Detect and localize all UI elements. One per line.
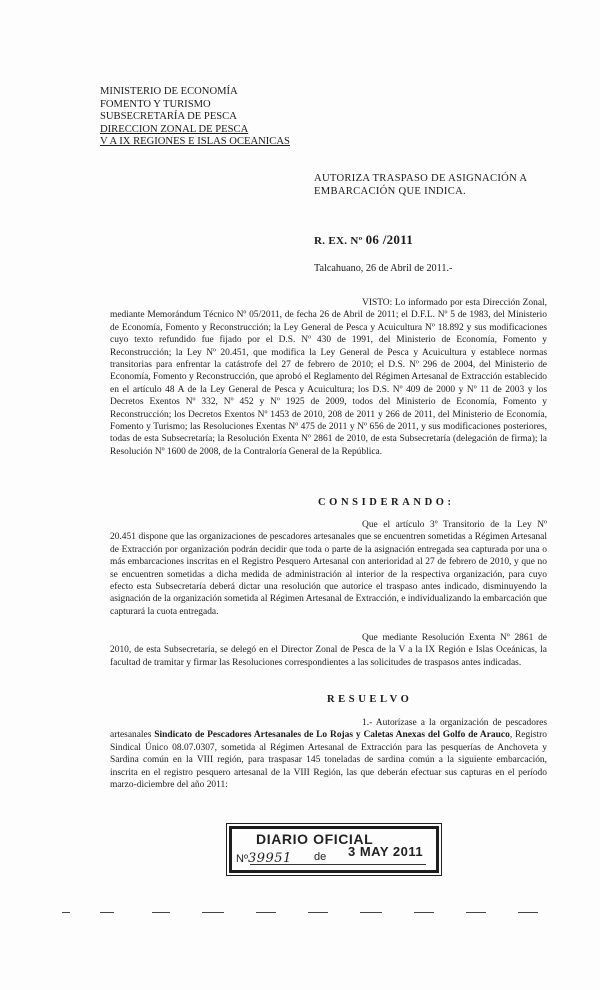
stamp-underline xyxy=(250,864,426,865)
header-line-fomento: FOMENTO Y TURISMO xyxy=(100,98,211,110)
resuelvo-text-c: , Registro Sindical Único 08.07.0307, sometida al Régimen Artesanal de Extracción para las pesquerías de Anchoveta y Sardina común en la VIII región, para traspasar 145 toneladas de sardina común a la siguiente embarcación, inscrita en el registro pesquero artesanal de la VIII Región, las que deberán efectuar sus capturas en el período marzo-diciembre del año 2011: xyxy=(110,730,547,791)
bottom-scan-dashes xyxy=(62,912,542,916)
resolution-number xyxy=(314,232,413,248)
considerando-paragraph-1: Que el artículo 3º Transitorio de la Ley Nº 20.451 dispone que las organizaciones de pescadores artesanales que se encuentren sometidas a Régimen Artesanal de Extracción por organización podrán decidir que toda o parte de la asignación entregada sea capturada por una o más embarcaciones inscritas en el Registro Pesquero Artesanal con anterioridad al 27 de febrero de 2010, y que no se encuentren sometidas a dicha medida de administración al interior de la respectiva organización, para cuyo efecto esta Subsecretaría deberá dictar una resolución que autorice el traspaso antes indicado, disminuyendo la asignación de la organización sometida al Régimen Artesanal de Extracción, e individualizando la embarcación que capturará la cuota entregada. xyxy=(110,520,547,617)
stamp-number-value: 39951 xyxy=(247,851,292,866)
place-date: Talcahuano, 26 de Abril de 2011.- xyxy=(314,263,453,274)
stamp-date: 3 MAY 2011 xyxy=(348,844,424,859)
considerando-heading: CONSIDERANDO: xyxy=(318,497,455,508)
resolution-number-value: 06 /2011 xyxy=(365,232,414,247)
resolution-subject: AUTORIZA TRASPASO DE ASIGNACIÓN A EMBARCACIÓN QUE INDICA. xyxy=(314,173,527,197)
diario-oficial-stamp xyxy=(229,826,439,873)
header-line-direccion-zonal: DIRECCION ZONAL DE PESCA xyxy=(100,123,249,135)
stamp-title: DIARIO OFICIAL xyxy=(256,831,374,847)
organization-name: Sindicato de Pescadores Artesanales de Lo Rojas y Caletas Anexas del Golfo de Arauco xyxy=(154,730,510,741)
header-line-regiones: V A IX REGIONES E ISLAS OCEANICAS xyxy=(100,136,290,148)
ministry-header xyxy=(100,86,290,149)
visto-paragraph: VISTO: Lo informado por esta Dirección Zonal, mediante Memorándum Técnico Nº 05/2011, de fecha 26 de Abril de 2011; el D.F.L. Nº 5 de 1983, del Ministerio de Economía, Fomento y Reconstrucción; la Ley General de Pesca y Acuicultura Nº 18.892 y sus modificaciones cuyo texto refundido fue fijado por el D.S. Nº 430 de 1991, del Ministerio de Economía, Fomento y Reconstrucción; la Ley Nº 20.451, que modifica la Ley General de Pesca y Acuicultura y establece normas transitorias para enfrentar la catástrofe del 27 de febrero de 2010; el D.S. Nº 296 de 2004, del Ministerio de Economía, Fomento y Reconstrucción, que aprobó el Reglamento del Régimen Artesanal de Extracción establecido en el artículo 48 A de la Ley General de Pesca y Acuicultura; los D.S. Nº 409 de 2000 y Nº 11 de 2003 y los Decretos Exentos Nº 332, Nº 452 y Nº 1925 de 2009, todos del Ministerio de Economía, Fomento y Reconstrucción; los Decretos Exentos Nº 1453 de 2010, 208 de 2011 y 266 de 2011, del Ministerio de Economía, Fomento y Turismo; las Resoluciones Exentas Nº 475 de 2011 y Nº 656 de 2011, y sus modificaciones posteriores, todas de esta Subsecretaría; la Resolución Exenta Nº 2861 de 2010, de esta Subsecretaría (delegación de firma); la Resolución Nº 1600 de 2008, de la Contraloría General de la República. xyxy=(110,298,547,457)
header-line-ministry: MINISTERIO DE ECONOMÍA xyxy=(100,86,238,97)
stamp-number-prefix: Nº xyxy=(236,853,248,865)
considerando-paragraph-2: Que mediante Resolución Exenta Nº 2861 de 2010, de esta Subsecretaría, se delegó en el Director Zonal de Pesca de la V a la IX Región e Islas Oceánicas, la facultad de tramitar y firmar las Resoluciones correspondientes a las solicitudes de traspasos antes indicadas. xyxy=(110,633,547,668)
resuelvo-paragraph-1 xyxy=(110,717,547,791)
resolution-prefix: R. EX. Nº xyxy=(314,235,363,247)
resuelvo-heading: RESUELVO xyxy=(327,694,413,705)
stamp-de: de xyxy=(314,851,327,863)
header-line-subsecretaria: SUBSECRETARÍA DE PESCA xyxy=(100,111,237,123)
resuelvo-text-a: 1.- Autorízase a la organización de pescadores artesanales xyxy=(110,718,547,741)
